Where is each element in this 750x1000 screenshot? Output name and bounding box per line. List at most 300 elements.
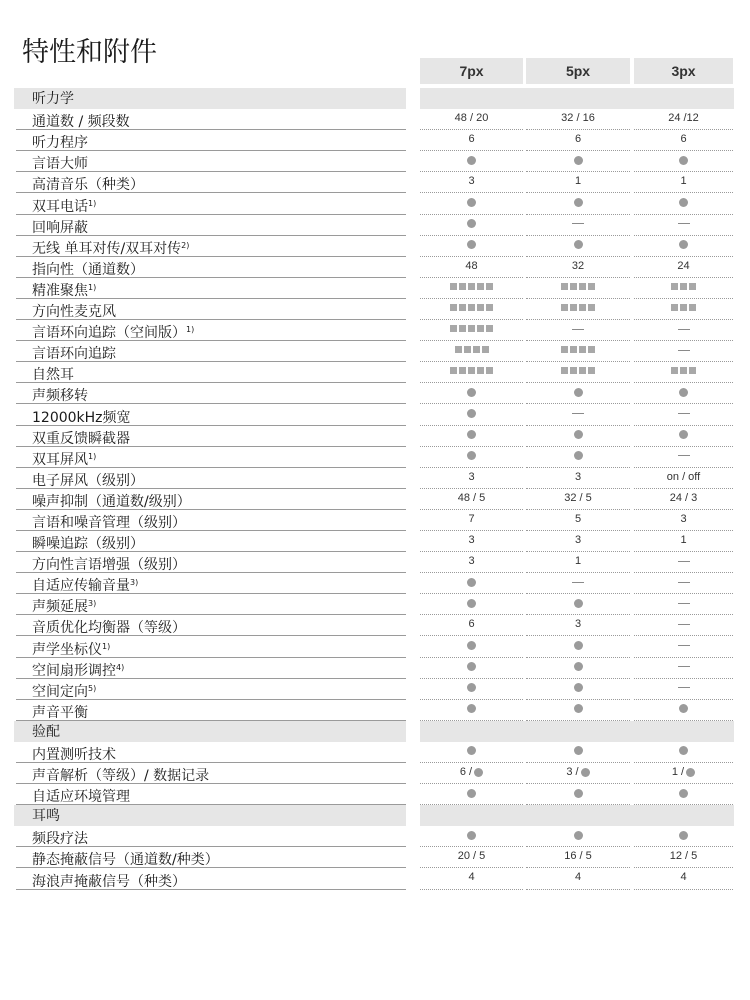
table-row [14,447,734,468]
section-background [14,721,406,742]
level-square [459,283,466,290]
table-row [14,215,734,236]
cell-7px [420,238,523,252]
value-text: 4 [574,871,582,884]
feature-label-text: 精准聚焦 [32,282,88,299]
footnote-marker: 1) [186,325,195,335]
section-header [14,721,734,742]
cell-7px [420,617,523,631]
feature-included-dot [679,789,688,798]
level-square [561,367,568,374]
feature-label [32,388,88,404]
cell-3px [634,470,733,484]
cell-7px [420,217,523,231]
cell-3px [634,681,733,695]
level-squares [560,365,596,377]
not-available-dash [678,561,690,562]
value-text: 32 / 16 [561,112,595,125]
value-text: 16 / 5 [564,850,592,863]
level-square [588,367,595,374]
cell-7px [420,322,523,336]
level-square [473,346,480,353]
feature-label-text: 噪声抑制（通道数/级别） [32,493,191,510]
cell-3px [634,828,733,842]
feature-label [32,681,96,700]
feature-included-dot [679,388,688,397]
not-available-dash [678,350,690,351]
cell-5px [526,702,630,716]
value-text: 32 / 5 [564,491,592,504]
feature-label [32,536,144,552]
table-row [14,742,734,763]
value-text: 24 [677,259,690,272]
level-square [468,304,475,311]
cell-5px [526,554,630,568]
feature-label-text: 高清音乐（种类） [32,177,144,194]
not-available-dash [678,624,690,625]
cell-5px [526,174,630,188]
table-row [14,552,734,573]
level-square [570,283,577,290]
feature-label-text: 声音解析（等级）/ 数据记录 [32,768,210,785]
cell-7px [420,343,523,357]
level-squares [670,281,697,293]
feature-label [32,575,138,594]
feature-label [32,156,88,172]
cell-3px [634,786,733,800]
table-row [14,700,734,721]
cell-5px [526,575,630,589]
value-text: 6 [680,133,687,146]
feature-included-dot [467,578,476,587]
value-text: 3 [574,618,582,631]
feature-label [32,874,186,890]
level-square [477,283,484,290]
feature-label [32,262,144,278]
level-square [482,346,489,353]
feature-label-text: 言语和噪音管理（级别） [32,514,186,531]
feature-label [32,789,130,805]
table-row [14,383,734,404]
table-row [14,109,734,130]
feature-included-dot [574,704,583,713]
cell-7px [420,111,523,125]
cell-5px [526,744,630,758]
cell-5px [526,533,630,547]
value-text: 1 [574,555,582,568]
feature-label-text: 海浪声掩蔽信号（种类） [32,873,186,890]
cell-3px [634,660,733,674]
data-logging-dot [686,768,695,777]
feature-label-text: 声频延展 [32,599,88,616]
feature-label-text: 自适应环境管理 [32,789,130,806]
level-square [464,346,471,353]
feature-included-dot [679,430,688,439]
table-row [14,658,734,679]
not-available-dash [572,582,584,583]
cell-5px [526,195,630,209]
value-text: 6 [468,133,475,146]
table-row [14,531,734,552]
feature-included-dot [467,388,476,397]
level-square [689,304,696,311]
level-square [468,367,475,374]
feature-label-text: 方向性麦克风 [32,304,116,321]
cell-5px [526,660,630,674]
table-row [14,130,734,151]
cell-3px [634,301,733,315]
feature-label-text: 回响屏蔽 [32,219,88,236]
cell-3px [634,428,733,442]
feature-label [32,768,209,784]
cell-5px [526,343,630,357]
not-available-dash [678,666,690,667]
level-squares [560,281,596,293]
level-squares [449,281,494,293]
not-available-dash [678,329,690,330]
level-square [570,304,577,311]
feature-included-dot [467,789,476,798]
cell-7px [420,512,523,526]
level-square [459,304,466,311]
level-square [468,283,475,290]
feature-included-dot [467,240,476,249]
value-text: 24 / 3 [669,491,698,504]
feature-included-dot [467,599,476,608]
feature-label [32,114,130,130]
cell-3px [634,765,733,779]
level-square [561,304,568,311]
feature-included-dot [467,704,476,713]
cell-5px [526,301,630,315]
section-title [32,91,74,107]
value-text: 24 /12 [668,112,699,125]
table-row [14,320,734,341]
cell-7px [420,575,523,589]
footnote-marker: 3) [88,599,97,609]
feature-included-dot [467,156,476,165]
cell-7px [420,174,523,188]
value-text: 48 [465,259,478,272]
feature-label [32,494,191,510]
cell-7px [420,132,523,146]
not-available-dash [678,603,690,604]
cell-3px [634,153,733,167]
feature-included-dot [467,641,476,650]
feature-label [32,238,189,257]
feature-label [32,660,124,679]
cell-3px [634,364,733,378]
cell-7px [420,428,523,442]
features-table [14,88,734,890]
cell-7px [420,301,523,315]
feature-label-text: 通道数 / 频段数 [32,114,130,131]
section-background [420,721,734,742]
table-row [14,468,734,489]
table-row [14,615,734,636]
level-square [450,283,457,290]
feature-label-text: 自适应传输音量 [32,578,130,595]
feature-label [32,639,110,658]
value-text: 1 [680,533,687,546]
value-text: 48 / 5 [457,491,486,504]
feature-included-dot [574,789,583,798]
feature-label-text: 无线 单耳对传/双耳对传 [32,240,182,257]
level-square [468,325,475,332]
value-text: 1 [574,175,582,188]
value-with-dot [566,766,589,778]
level-square [455,346,462,353]
feature-label-text: 指向性（通道数） [32,261,144,278]
cell-7px [420,491,523,505]
value-text: 48 / 20 [454,112,489,125]
feature-label [32,177,144,193]
cell-7px [420,828,523,842]
feature-label [32,747,116,763]
feature-label-text: 验配 [32,723,60,740]
feature-label [32,449,96,468]
cell-5px [526,238,630,252]
value-with-dot [460,766,483,778]
level-square [671,283,678,290]
level-square [671,304,678,311]
level-squares [670,365,697,377]
feature-label [32,705,88,721]
not-available-dash [678,455,690,456]
cell-7px [420,153,523,167]
value-text: 32 [571,259,585,272]
footnote-marker: 1) [88,451,97,461]
feature-label [32,620,186,636]
feature-label-text: 耳鸣 [32,808,60,825]
table-row [14,341,734,362]
cell-7px [420,681,523,695]
cell-7px [420,470,523,484]
level-square [486,325,493,332]
cell-5px [526,828,630,842]
value-text: 3 [468,175,475,188]
cell-5px [526,217,630,231]
cell-3px [634,617,733,631]
feature-included-dot [467,198,476,207]
level-squares [560,302,596,314]
feature-included-dot [574,430,583,439]
feature-included-dot [467,409,476,418]
level-square [579,304,586,311]
section-background [420,805,734,826]
cell-divider [526,889,630,890]
level-square [689,283,696,290]
column-header-7px: 7px [420,58,523,84]
feature-label-text: 频段疗法 [32,831,88,848]
table-row [14,172,734,193]
cell-5px [526,786,630,800]
cell-5px [526,322,630,336]
table-row [14,573,734,594]
table-row [14,510,734,531]
footnote-marker: 1) [88,198,97,208]
feature-label-text: 声频移转 [32,388,88,405]
table-row [14,763,734,784]
cell-5px [526,638,630,652]
section-background [14,805,406,826]
cell-5px [526,765,630,779]
data-logging-dot [474,768,483,777]
section-header [14,805,734,826]
table-row [14,257,734,278]
feature-label-text: 双耳电话 [32,198,88,215]
section-background [420,88,734,109]
table-row [14,236,734,257]
level-squares [449,365,494,377]
footnote-marker: 5) [88,683,97,693]
footnote-marker: 4) [116,662,125,672]
level-square [561,346,568,353]
level-square [450,325,457,332]
column-header-5px: 5px [526,58,630,84]
value-text: 3 [468,470,475,483]
cell-5px [526,385,630,399]
feature-label-text: 双耳屏风 [32,451,88,468]
feature-included-dot [467,219,476,228]
cell-3px [634,259,733,273]
cell-7px [420,554,523,568]
cell-7px [420,364,523,378]
level-square [671,367,678,374]
feature-included-dot [574,156,583,165]
table-row [14,847,734,868]
value-text: on / off [666,470,701,483]
table-row [14,784,734,805]
feature-label [32,196,96,215]
level-square [588,304,595,311]
cell-3px [634,111,733,125]
cell-7px [420,765,523,779]
level-squares [454,344,490,356]
cell-3px [634,849,733,863]
feature-label-text: 声学坐标仪 [32,641,102,658]
cell-7px [420,849,523,863]
level-square [579,367,586,374]
feature-label-text: 瞬噪追踪（级别） [32,536,144,553]
page-title: 特性和附件 [22,37,157,68]
feature-label-text: 言语大师 [32,156,88,173]
cell-3px [634,575,733,589]
table-row [14,636,734,657]
level-square [459,325,466,332]
feature-included-dot [679,831,688,840]
data-logging-dot [581,768,590,777]
feature-label [32,346,116,362]
feature-label [32,410,131,426]
cell-7px [420,195,523,209]
feature-label-text: 双重反馈瞬截器 [32,430,130,447]
cell-divider [420,889,523,890]
level-square [486,283,493,290]
cell-7px [420,385,523,399]
cell-7px [420,870,523,884]
feature-included-dot [467,430,476,439]
feature-label-text: 电子屏风（级别） [32,472,144,489]
cell-3px [634,638,733,652]
row-divider [16,889,406,890]
level-square [459,367,466,374]
cell-7px [420,596,523,610]
cell-5px [526,428,630,442]
footnote-marker: 1) [102,641,111,651]
value-text: 1 / [671,766,685,778]
section-title [32,808,60,824]
feature-included-dot [467,451,476,460]
cell-5px [526,617,630,631]
cell-5px [526,849,630,863]
table-row [14,404,734,425]
cell-divider [634,889,733,890]
cell-5px [526,512,630,526]
feature-included-dot [574,198,583,207]
level-squares [449,323,494,335]
level-square [450,367,457,374]
cell-7px [420,744,523,758]
feature-included-dot [574,662,583,671]
feature-included-dot [467,831,476,840]
cell-5px [526,153,630,167]
cell-5px [526,406,630,420]
cell-3px [634,491,733,505]
not-available-dash [572,329,584,330]
cell-3px [634,554,733,568]
feature-included-dot [574,451,583,460]
feature-included-dot [467,746,476,755]
table-row [14,489,734,510]
level-square [561,283,568,290]
level-squares [449,302,494,314]
cell-3px [634,343,733,357]
feature-included-dot [467,683,476,692]
level-square [579,283,586,290]
feature-included-dot [679,240,688,249]
feature-label-text: 方向性言语增强（级别） [32,557,186,574]
level-square [477,367,484,374]
feature-included-dot [574,683,583,692]
cell-7px [420,786,523,800]
cell-3px [634,385,733,399]
cell-5px [526,449,630,463]
feature-label [32,304,116,320]
cell-5px [526,111,630,125]
feature-included-dot [574,240,583,249]
feature-label-text: 听力学 [32,91,74,107]
cell-3px [634,449,733,463]
feature-label-text: 言语环向追踪 [32,346,116,363]
cell-3px [634,195,733,209]
not-available-dash [678,687,690,688]
cell-5px [526,259,630,273]
feature-included-dot [679,198,688,207]
value-with-dot [672,766,695,778]
table-row [14,594,734,615]
cell-7px [420,638,523,652]
column-header-3px: 3px [634,58,733,84]
value-text: 3 [574,470,582,483]
value-text: 3 [574,533,582,546]
cell-3px [634,870,733,884]
table-row [14,299,734,320]
level-square [570,367,577,374]
cell-5px [526,364,630,378]
not-available-dash [678,582,690,583]
feature-included-dot [467,662,476,671]
